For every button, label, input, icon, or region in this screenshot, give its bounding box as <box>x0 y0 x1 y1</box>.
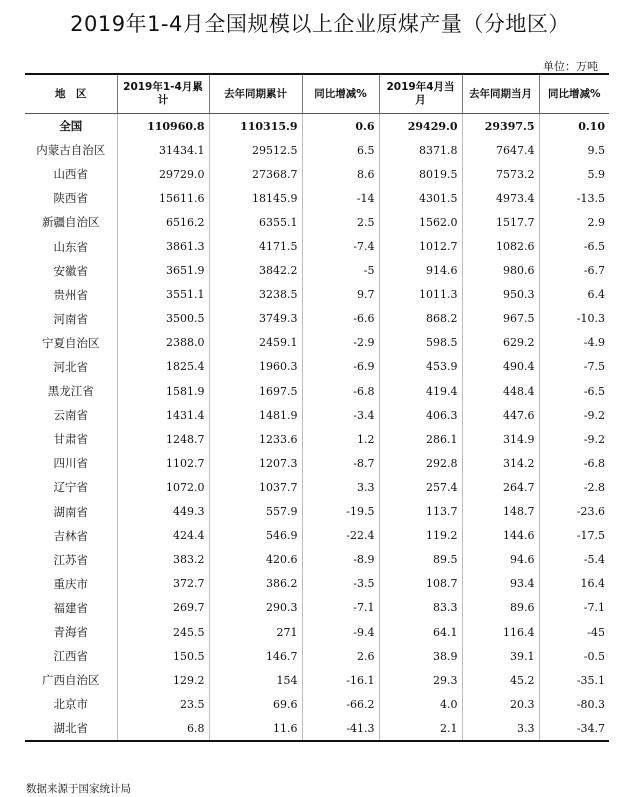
cell-april-change: 2.9 <box>539 210 609 234</box>
cell-ytd-last-year: 1697.5 <box>209 379 302 403</box>
cell-ytd-2019: 6.8 <box>117 716 209 741</box>
cell-region: 甘肃省 <box>25 427 117 451</box>
cell-april-change: -4.9 <box>539 331 609 355</box>
cell-april-2019: 868.2 <box>379 307 462 331</box>
cell-ytd-last-year: 420.6 <box>209 548 302 572</box>
cell-april-2019: 8019.5 <box>379 162 462 186</box>
cell-region: 江苏省 <box>25 548 117 572</box>
cell-region: 广西自治区 <box>25 668 117 692</box>
table-row <box>25 234 609 258</box>
cell-ytd-last-year: 27368.7 <box>209 162 302 186</box>
cell-april-change: 6.4 <box>539 283 609 307</box>
cell-region: 宁夏自治区 <box>25 331 117 355</box>
table-row <box>25 692 609 716</box>
cell-april-last-year: 447.6 <box>462 403 539 427</box>
cell-ytd-last-year: 18145.9 <box>209 186 302 210</box>
cell-ytd-2019: 129.2 <box>117 668 209 692</box>
cell-ytd-change: -7.1 <box>302 596 379 620</box>
cell-ytd-2019: 6516.2 <box>117 210 209 234</box>
cell-ytd-last-year: 11.6 <box>209 716 302 741</box>
table-row <box>25 451 609 475</box>
cell-april-last-year: 950.3 <box>462 283 539 307</box>
cell-ytd-last-year: 110315.9 <box>209 114 302 139</box>
cell-april-last-year: 39.1 <box>462 644 539 668</box>
table-row <box>25 186 609 210</box>
cell-region: 吉林省 <box>25 524 117 548</box>
cell-ytd-last-year: 1481.9 <box>209 403 302 427</box>
cell-april-2019: 4.0 <box>379 692 462 716</box>
cell-ytd-2019: 1248.7 <box>117 427 209 451</box>
cell-ytd-change: -14 <box>302 186 379 210</box>
table-row <box>25 596 609 620</box>
cell-ytd-2019: 15611.6 <box>117 186 209 210</box>
cell-april-last-year: 7573.2 <box>462 162 539 186</box>
cell-april-change: -9.2 <box>539 403 609 427</box>
cell-ytd-last-year: 290.3 <box>209 596 302 620</box>
cell-ytd-2019: 1581.9 <box>117 379 209 403</box>
cell-april-2019: 89.5 <box>379 548 462 572</box>
cell-ytd-last-year: 1037.7 <box>209 475 302 499</box>
table-row <box>25 548 609 572</box>
cell-april-change: -34.7 <box>539 716 609 741</box>
cell-april-2019: 453.9 <box>379 355 462 379</box>
cell-ytd-change: 3.3 <box>302 475 379 499</box>
cell-ytd-change: 6.5 <box>302 138 379 162</box>
cell-april-2019: 292.8 <box>379 451 462 475</box>
cell-april-last-year: 490.4 <box>462 355 539 379</box>
cell-april-2019: 1012.7 <box>379 234 462 258</box>
cell-ytd-2019: 1072.0 <box>117 475 209 499</box>
cell-region: 河北省 <box>25 355 117 379</box>
cell-region: 重庆市 <box>25 572 117 596</box>
cell-ytd-change: -9.4 <box>302 620 379 644</box>
cell-april-last-year: 980.6 <box>462 259 539 283</box>
cell-ytd-2019: 383.2 <box>117 548 209 572</box>
cell-ytd-change: -6.6 <box>302 307 379 331</box>
cell-april-change: -17.5 <box>539 524 609 548</box>
cell-ytd-2019: 3551.1 <box>117 283 209 307</box>
header-april-2019: 2019年4月当月 <box>379 74 462 114</box>
cell-april-change: -35.1 <box>539 668 609 692</box>
cell-ytd-last-year: 2459.1 <box>209 331 302 355</box>
cell-april-2019: 1011.3 <box>379 283 462 307</box>
cell-april-change: 5.9 <box>539 162 609 186</box>
source-note: 数据来源于国家统计局 <box>26 783 131 795</box>
cell-ytd-change: 9.7 <box>302 283 379 307</box>
cell-ytd-2019: 29729.0 <box>117 162 209 186</box>
cell-ytd-change: -6.9 <box>302 355 379 379</box>
table-row <box>25 524 609 548</box>
cell-april-2019: 257.4 <box>379 475 462 499</box>
cell-region: 福建省 <box>25 596 117 620</box>
cell-april-change: -0.5 <box>539 644 609 668</box>
cell-april-2019: 108.7 <box>379 572 462 596</box>
cell-region: 湖南省 <box>25 500 117 524</box>
cell-ytd-change: -66.2 <box>302 692 379 716</box>
cell-april-last-year: 144.6 <box>462 524 539 548</box>
cell-ytd-change: -5 <box>302 259 379 283</box>
cell-ytd-last-year: 271 <box>209 620 302 644</box>
cell-ytd-change: -22.4 <box>302 524 379 548</box>
cell-april-change: -2.8 <box>539 475 609 499</box>
cell-april-change: -6.5 <box>539 234 609 258</box>
table-row <box>25 620 609 644</box>
cell-april-last-year: 967.5 <box>462 307 539 331</box>
cell-ytd-change: -16.1 <box>302 668 379 692</box>
cell-april-2019: 4301.5 <box>379 186 462 210</box>
table-row <box>25 716 609 741</box>
cell-april-change: 16.4 <box>539 572 609 596</box>
cell-region: 安徽省 <box>25 259 117 283</box>
table-row <box>25 162 609 186</box>
cell-april-change: -23.6 <box>539 500 609 524</box>
cell-april-last-year: 314.2 <box>462 451 539 475</box>
cell-ytd-2019: 372.7 <box>117 572 209 596</box>
cell-ytd-2019: 31434.1 <box>117 138 209 162</box>
cell-april-change: -6.7 <box>539 259 609 283</box>
header-april-last-year: 去年同期当月 <box>462 74 539 114</box>
unit-label: 单位：万吨 <box>543 60 598 73</box>
cell-april-2019: 29429.0 <box>379 114 462 139</box>
cell-april-change: -10.3 <box>539 307 609 331</box>
cell-april-last-year: 94.6 <box>462 548 539 572</box>
cell-ytd-2019: 23.5 <box>117 692 209 716</box>
cell-region: 陕西省 <box>25 186 117 210</box>
header-row <box>25 74 609 114</box>
cell-ytd-last-year: 6355.1 <box>209 210 302 234</box>
cell-april-change: -7.1 <box>539 596 609 620</box>
cell-april-2019: 1562.0 <box>379 210 462 234</box>
cell-april-2019: 406.3 <box>379 403 462 427</box>
cell-april-2019: 8371.8 <box>379 138 462 162</box>
cell-ytd-2019: 3861.3 <box>117 234 209 258</box>
cell-ytd-change: -6.8 <box>302 379 379 403</box>
cell-ytd-2019: 269.7 <box>117 596 209 620</box>
cell-region: 辽宁省 <box>25 475 117 499</box>
cell-ytd-change: 2.6 <box>302 644 379 668</box>
cell-ytd-2019: 1431.4 <box>117 403 209 427</box>
cell-ytd-last-year: 69.6 <box>209 692 302 716</box>
cell-region: 山东省 <box>25 234 117 258</box>
cell-ytd-2019: 449.3 <box>117 500 209 524</box>
table-row <box>25 427 609 451</box>
cell-april-2019: 29.3 <box>379 668 462 692</box>
cell-region: 四川省 <box>25 451 117 475</box>
cell-ytd-change: -7.4 <box>302 234 379 258</box>
cell-ytd-2019: 110960.8 <box>117 114 209 139</box>
cell-april-2019: 38.9 <box>379 644 462 668</box>
cell-ytd-change: -8.7 <box>302 451 379 475</box>
table-row <box>25 114 609 139</box>
cell-region: 青海省 <box>25 620 117 644</box>
cell-april-2019: 119.2 <box>379 524 462 548</box>
cell-april-last-year: 93.4 <box>462 572 539 596</box>
cell-ytd-last-year: 1207.3 <box>209 451 302 475</box>
cell-ytd-change: -2.9 <box>302 331 379 355</box>
table-row <box>25 331 609 355</box>
cell-ytd-change: 1.2 <box>302 427 379 451</box>
cell-region: 内蒙古自治区 <box>25 138 117 162</box>
table-row <box>25 307 609 331</box>
cell-april-change: -45 <box>539 620 609 644</box>
cell-april-last-year: 148.7 <box>462 500 539 524</box>
cell-ytd-last-year: 1233.6 <box>209 427 302 451</box>
cell-ytd-last-year: 29512.5 <box>209 138 302 162</box>
table-row <box>25 403 609 427</box>
cell-april-last-year: 264.7 <box>462 475 539 499</box>
cell-april-last-year: 4973.4 <box>462 186 539 210</box>
cell-april-change: -9.2 <box>539 427 609 451</box>
cell-april-change: -5.4 <box>539 548 609 572</box>
cell-ytd-last-year: 146.7 <box>209 644 302 668</box>
header-ytd-last-year: 去年同期累计 <box>209 74 302 114</box>
cell-april-last-year: 1517.7 <box>462 210 539 234</box>
table-row <box>25 283 609 307</box>
page-title: 2019年1-4月全国规模以上企业原煤产量（分地区） <box>70 12 570 36</box>
header-ytd-2019: 2019年1-4月累计 <box>117 74 209 114</box>
cell-april-change: 0.10 <box>539 114 609 139</box>
cell-ytd-2019: 2388.0 <box>117 331 209 355</box>
header-april-change: 同比增减% <box>539 74 609 114</box>
cell-region: 河南省 <box>25 307 117 331</box>
cell-april-last-year: 314.9 <box>462 427 539 451</box>
cell-ytd-change: -3.4 <box>302 403 379 427</box>
cell-ytd-change: -41.3 <box>302 716 379 741</box>
cell-region: 黑龙江省 <box>25 379 117 403</box>
cell-ytd-last-year: 3749.3 <box>209 307 302 331</box>
cell-ytd-2019: 150.5 <box>117 644 209 668</box>
cell-april-last-year: 1082.6 <box>462 234 539 258</box>
cell-april-2019: 83.3 <box>379 596 462 620</box>
cell-april-last-year: 116.4 <box>462 620 539 644</box>
cell-april-change: -7.5 <box>539 355 609 379</box>
cell-april-2019: 64.1 <box>379 620 462 644</box>
cell-ytd-2019: 1102.7 <box>117 451 209 475</box>
table-row <box>25 668 609 692</box>
cell-ytd-change: 0.6 <box>302 114 379 139</box>
table-row <box>25 355 609 379</box>
cell-april-change: -6.8 <box>539 451 609 475</box>
cell-april-change: -13.5 <box>539 186 609 210</box>
cell-april-last-year: 89.6 <box>462 596 539 620</box>
cell-ytd-last-year: 4171.5 <box>209 234 302 258</box>
cell-ytd-change: -8.9 <box>302 548 379 572</box>
cell-ytd-last-year: 3238.5 <box>209 283 302 307</box>
cell-april-2019: 286.1 <box>379 427 462 451</box>
table-row <box>25 644 609 668</box>
cell-ytd-last-year: 1960.3 <box>209 355 302 379</box>
cell-april-2019: 914.6 <box>379 259 462 283</box>
cell-region: 全国 <box>25 114 117 139</box>
cell-april-2019: 113.7 <box>379 500 462 524</box>
table-row <box>25 259 609 283</box>
cell-april-last-year: 20.3 <box>462 692 539 716</box>
table-row <box>25 379 609 403</box>
cell-region: 贵州省 <box>25 283 117 307</box>
table-row <box>25 475 609 499</box>
cell-april-last-year: 629.2 <box>462 331 539 355</box>
cell-ytd-2019: 3651.9 <box>117 259 209 283</box>
cell-ytd-last-year: 3842.2 <box>209 259 302 283</box>
cell-ytd-last-year: 546.9 <box>209 524 302 548</box>
cell-ytd-last-year: 386.2 <box>209 572 302 596</box>
cell-ytd-last-year: 557.9 <box>209 500 302 524</box>
header-region: 地 区 <box>25 74 117 114</box>
cell-region: 山西省 <box>25 162 117 186</box>
cell-april-last-year: 448.4 <box>462 379 539 403</box>
cell-ytd-change: -19.5 <box>302 500 379 524</box>
cell-april-2019: 419.4 <box>379 379 462 403</box>
cell-ytd-2019: 245.5 <box>117 620 209 644</box>
cell-april-last-year: 45.2 <box>462 668 539 692</box>
cell-region: 北京市 <box>25 692 117 716</box>
cell-region: 江西省 <box>25 644 117 668</box>
cell-april-change: -80.3 <box>539 692 609 716</box>
header-ytd-change: 同比增减% <box>302 74 379 114</box>
cell-ytd-2019: 1825.4 <box>117 355 209 379</box>
coal-output-table <box>25 73 609 742</box>
cell-ytd-2019: 424.4 <box>117 524 209 548</box>
table-row <box>25 572 609 596</box>
cell-april-2019: 2.1 <box>379 716 462 741</box>
cell-region: 新疆自治区 <box>25 210 117 234</box>
cell-april-last-year: 7647.4 <box>462 138 539 162</box>
cell-april-last-year: 3.3 <box>462 716 539 741</box>
cell-ytd-last-year: 154 <box>209 668 302 692</box>
cell-april-change: -6.5 <box>539 379 609 403</box>
cell-region: 湖北省 <box>25 716 117 741</box>
cell-april-last-year: 29397.5 <box>462 114 539 139</box>
table-row <box>25 138 609 162</box>
cell-april-change: 9.5 <box>539 138 609 162</box>
cell-ytd-2019: 3500.5 <box>117 307 209 331</box>
cell-ytd-change: 2.5 <box>302 210 379 234</box>
cell-ytd-change: -3.5 <box>302 572 379 596</box>
cell-april-2019: 598.5 <box>379 331 462 355</box>
cell-region: 云南省 <box>25 403 117 427</box>
table-row <box>25 500 609 524</box>
table-body <box>25 114 609 742</box>
table-row <box>25 210 609 234</box>
cell-ytd-change: 8.6 <box>302 162 379 186</box>
